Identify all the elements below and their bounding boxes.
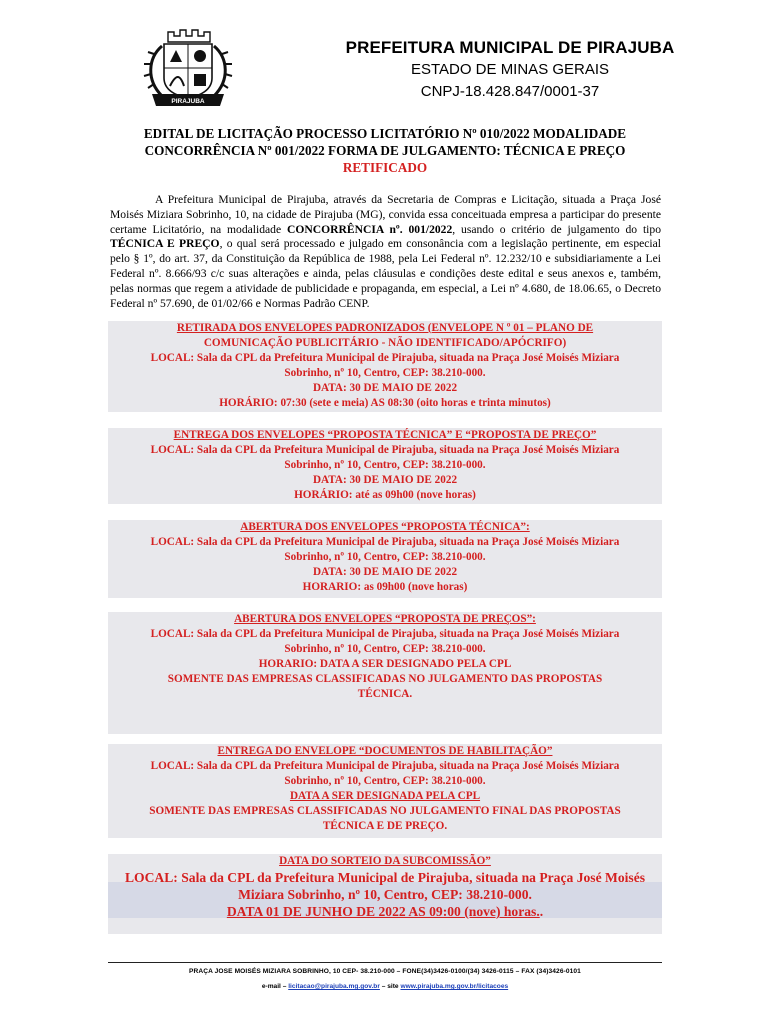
abertura-tecnica-horario: HORARIO: as 09h00 (nove horas) — [302, 581, 468, 593]
footer-divider — [108, 962, 662, 963]
abertura-precos-somente: SOMENTE DAS EMPRESAS CLASSIFICADAS NO JULGAMENTO DAS PROPOSTAS — [167, 673, 603, 685]
header-cnpj: CNPJ-18.428.847/0001-37 — [420, 83, 600, 100]
sorteio-local: LOCAL: Sala da CPL da Prefeitura Municipal de Pirajuba, situada na Praça José Moisés — [124, 870, 646, 885]
intro-criterio: TÉCNICA E PREÇO — [110, 237, 220, 251]
habilitacao-local-2: Sobrinho, nº 10, Centro, CEP: 38.210-000. — [284, 775, 486, 787]
habilitacao-data: DATA A SER DESIGNADA PELA CPL — [289, 790, 481, 802]
intro-modalidade: CONCORRÊNCIA nº. 001/2022 — [286, 222, 453, 236]
sorteio-data: DATA 01 DE JUNHO DE 2022 AS 09:00 (nove) horas. — [226, 904, 540, 919]
footer-email-link[interactable]: licitacao@pirajuba.mg.gov.br — [288, 983, 380, 990]
retirada-title-line-2: COMUNICAÇÃO PUBLICITÁRIO - NÃO IDENTIFICADO/APÓCRIFO) — [203, 337, 567, 349]
intro-paragraph — [110, 193, 661, 311]
retirada-title-rest: ENVELOPE N º 01 – PLANO DE — [431, 322, 594, 334]
sorteio-title: DATA DO SORTEIO DA SUBCOMISSÃO” — [279, 855, 491, 867]
entrega-horario: HORÁRIO: até as 09h00 (nove horas) — [294, 489, 476, 501]
edital-line-2: CONCORRÊNCIA Nº 001/2022 FORMA DE JULGAMENTO: TÉCNICA E PREÇO — [144, 143, 626, 158]
footer-email-label: e-mail – — [261, 983, 289, 990]
entrega-local: LOCAL: Sala da CPL da Prefeitura Municipal de Pirajuba, situada na Praça José Moisés Miziara — [150, 444, 620, 456]
sorteio-data-tail: . — [539, 904, 544, 919]
abertura-precos-local: LOCAL: Sala da CPL da Prefeitura Municipal de Pirajuba, situada na Praça José Moisés Miziara — [150, 628, 620, 640]
edital-heading — [108, 125, 662, 176]
abertura-tecnica-title: ABERTURA DOS ENVELOPES “PROPOSTA TÉCNICA”: — [240, 521, 530, 533]
intro-text-3: , o qual será processado e julgado em consonância com a legislação pertinente, em especial pelo § 1º, do art. 37, da Constituição da República de 1988, pela Lei Federal nº. 12.232/10 e subsidiariamente a Lei Federal nº. 8.666/93 c/c suas alterações e ainda, pelas cláusulas e condições deste edital e seus anexos e, também, pelas normas que regem a atividade de publicidade e propaganda, em especial, a Lei nº 4.680, de 18.06.65, o Decreto Federal nº 57.690, de 01/02/66 e Normas Padrão CENP. — [110, 237, 661, 310]
intro-text-1: A Prefeitura Municipal de Pirajuba, através da Secretaria de Compras e Licitação, situada a Praça José Moisés Miziara Sobrinho, 10, na cidade de Pirajuba (MG), convida essa conceituada empresa a participar do presente certame Licitatório, na modalidade — [110, 193, 661, 236]
habilitacao-local: LOCAL: Sala da CPL da Prefeitura Municipal de Pirajuba, situada na Praça José Moisés Miziara — [150, 760, 620, 772]
entrega-local-2: Sobrinho, nº 10, Centro, CEP: 38.210-000. — [284, 459, 486, 471]
header-state: ESTADO DE MINAS GERAIS — [410, 61, 610, 78]
entrega-envelopes-box — [108, 428, 662, 504]
crest-banner-label: PIRAJUBA — [171, 98, 205, 105]
abertura-tecnica-local-2: Sobrinho, nº 10, Centro, CEP: 38.210-000. — [284, 551, 486, 563]
sorteio-local-2: Miziara Sobrinho, nº 10, Centro, CEP: 38.210-000. — [238, 887, 532, 902]
intro-text-2: , usando o critério de julgamento do tipo — [452, 222, 661, 236]
footer-site-label: – site — [379, 983, 401, 990]
abertura-precos-horario: HORARIO: DATA A SER DESIGNADO PELA CPL — [258, 658, 512, 670]
municipal-coat-of-arms-icon — [140, 28, 236, 112]
habilitacao-somente: SOMENTE DAS EMPRESAS CLASSIFICADAS NO JULGAMENTO FINAL DAS PROPOSTAS — [149, 805, 621, 817]
retirada-local: LOCAL: Sala da CPL da Prefeitura Municipal de Pirajuba, situada na Praça José Moisés Miziara — [150, 352, 620, 364]
abertura-precos-somente-2: TÉCNICA. — [357, 688, 413, 700]
retirada-local-2: Sobrinho, nº 10, Centro, CEP: 38.210-000. — [284, 367, 486, 379]
habilitacao-somente-2: TÉCNICA E DE PREÇO. — [322, 820, 448, 832]
footer-site-link[interactable]: www.pirajuba.mg.gov.br/licitacoes — [400, 983, 509, 990]
header-title: PREFEITURA MUNICIPAL DE PIRAJUBA — [345, 38, 675, 57]
abertura-tecnica-data: DATA: 30 DE MAIO DE 2022 — [312, 566, 458, 578]
retirada-data: DATA: 30 DE MAIO DE 2022 — [312, 382, 458, 394]
retirada-horario: HORÁRIO: 07:30 (sete e meia) AS 08:30 (oito horas e trinta minutos) — [219, 397, 551, 409]
sorteio-subcomissao-box — [108, 854, 662, 934]
retificado-label: RETIFICADO — [342, 160, 428, 175]
retirada-envelopes-box — [108, 321, 662, 412]
abertura-tecnica-local: LOCAL: Sala da CPL da Prefeitura Municipal de Pirajuba, situada na Praça José Moisés Miziara — [150, 536, 620, 548]
documentos-habilitacao-box — [108, 744, 662, 838]
footer-contacts — [108, 983, 662, 990]
retirada-title: RETIRADA DOS ENVELOPES PADRONIZADOS ( — [176, 322, 432, 334]
footer-address: PRAÇA JOSE MOISÉS MIZIARA SOBRINHO, 10 CEP- 38.210-000 – FONE(34)3426-0100/(34) 3426-0115 – FAX (34)3426-0101 — [189, 968, 581, 975]
entrega-title: ENTREGA DOS ENVELOPES “PROPOSTA TÉCNICA” E “PROPOSTA DE PREÇO” — [173, 429, 597, 441]
abertura-precos-local-2: Sobrinho, nº 10, Centro, CEP: 38.210-000. — [284, 643, 486, 655]
entrega-data: DATA: 30 DE MAIO DE 2022 — [312, 474, 458, 486]
habilitacao-title: ENTREGA DO ENVELOPE “DOCUMENTOS DE HABILITAÇÃO” — [217, 745, 553, 757]
abertura-precos-box — [108, 612, 662, 734]
abertura-tecnica-box — [108, 520, 662, 598]
abertura-precos-title: ABERTURA DOS ENVELOPES “PROPOSTA DE PREÇOS”: — [234, 613, 536, 625]
edital-line-1: EDITAL DE LICITAÇÃO PROCESSO LICITATÓRIO Nº 010/2022 MODALIDADE — [143, 126, 627, 141]
